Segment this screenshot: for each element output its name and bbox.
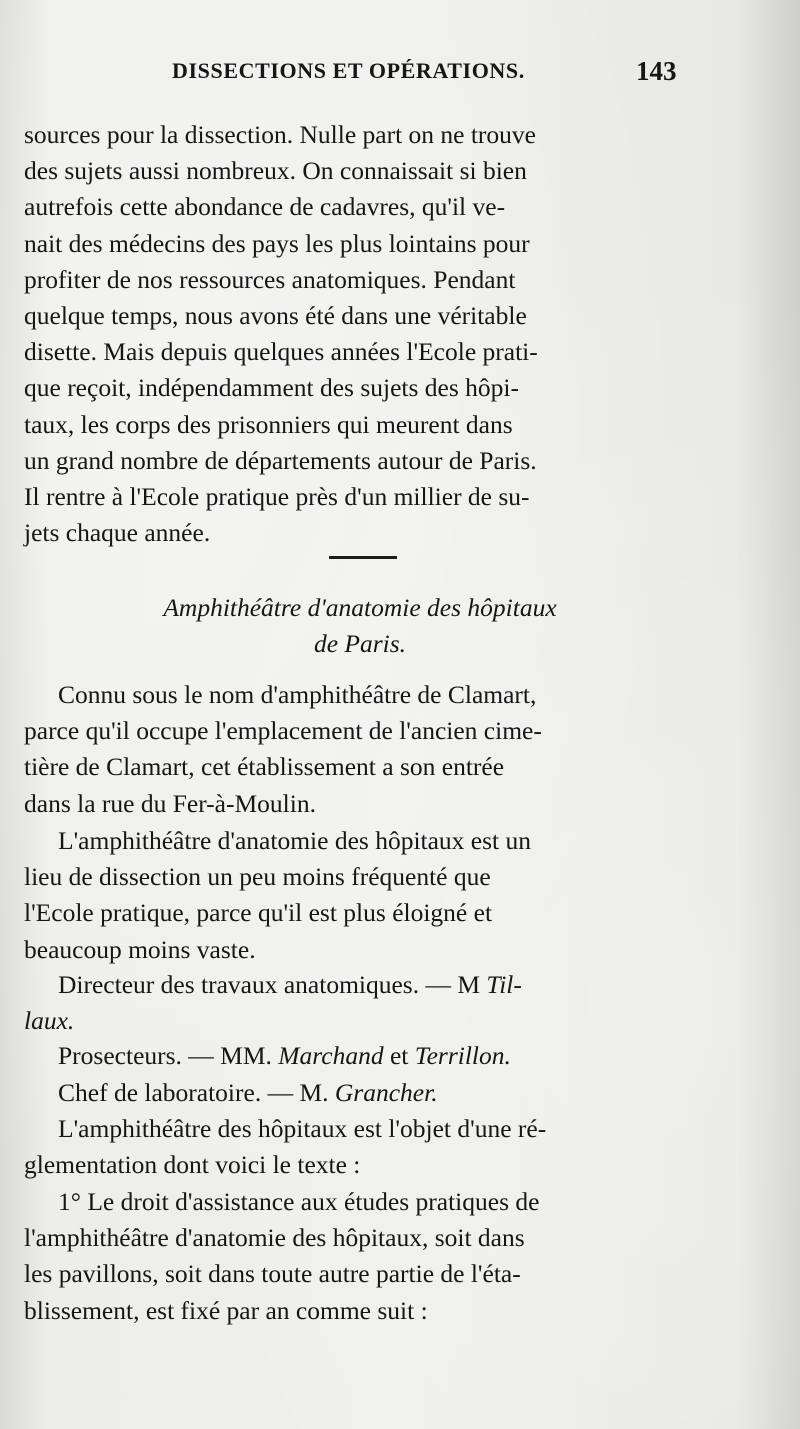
paragraph-lab-chief bbox=[24, 1075, 696, 1111]
prosector-name-1: Marchand bbox=[278, 1041, 384, 1070]
text-line: l'amphithéâtre d'anatomie des hôpitaux, soit dans bbox=[24, 1223, 525, 1253]
text-line bbox=[24, 1075, 696, 1111]
paragraph-director bbox=[24, 967, 696, 1039]
text-line: taux, les corps des prisonniers qui meurent dans bbox=[24, 409, 513, 439]
text-line: dans la rue du Fer-à-Moulin. bbox=[24, 788, 316, 818]
section-heading-line-2: de Paris. bbox=[313, 629, 407, 658]
paragraph-clamart bbox=[24, 677, 696, 822]
text-line: glementation dont voici le texte : bbox=[24, 1150, 361, 1180]
lab-chief-label: Chef de laboratoire. — M. bbox=[58, 1078, 335, 1107]
text-line: sources pour la dissection. Nulle part on ne trouve bbox=[24, 120, 536, 149]
section-heading bbox=[24, 590, 696, 662]
text-line: blissement, est fixé par an comme suit : bbox=[24, 1295, 428, 1325]
text-line: L'amphithéâtre d'anatomie des hôpitaux est un bbox=[58, 826, 532, 855]
text-line: autrefois cette abondance de cadavres, qu'il ve- bbox=[24, 192, 506, 222]
text-line: L'amphithéâtre des hôpitaux est l'objet d'une ré- bbox=[58, 1114, 547, 1143]
text-line bbox=[24, 1003, 696, 1039]
text-line: Il rentre à l'Ecole pratique près d'un millier de su- bbox=[24, 482, 530, 512]
text-line: les pavillons, soit dans toute autre partie de l'éta- bbox=[24, 1259, 521, 1289]
page-number: 143 bbox=[636, 56, 677, 86]
paragraph-regulation bbox=[24, 1111, 696, 1183]
text-line: lieu de dissection un peu moins fréquenté que bbox=[24, 862, 491, 892]
running-title: DISSECTIONS ET OPÉRATIONS. bbox=[172, 58, 525, 83]
text-line: disette. Mais depuis quelques années l'Ecole prati- bbox=[24, 337, 538, 367]
section-heading-line-1: Amphithéâtre d'anatomie des hôpitaux bbox=[163, 593, 557, 622]
text-line: des sujets aussi nombreux. On connaissait si bien bbox=[24, 156, 527, 186]
director-label: Directeur des travaux anatomiques. — M bbox=[58, 970, 487, 999]
prosectors-connector: et bbox=[383, 1041, 415, 1070]
director-name-part-2: laux. bbox=[24, 1006, 75, 1036]
paragraph-amphitheatre bbox=[24, 823, 696, 968]
prosector-name-2: Terrillon. bbox=[414, 1041, 511, 1070]
text-line: parce qu'il occupe l'emplacement de l'ancien cime- bbox=[24, 716, 542, 746]
text-line: 1° Le droit d'assistance aux études pratiques de bbox=[58, 1187, 540, 1216]
paragraph-rule-one bbox=[24, 1184, 696, 1329]
text-line: tière de Clamart, cet établissement a son entrée bbox=[24, 752, 505, 782]
prosectors-label: Prosecteurs. — MM. bbox=[58, 1041, 279, 1070]
text-line: profiter de nos ressources anatomiques. Pendant bbox=[24, 264, 516, 294]
text-line bbox=[24, 967, 696, 1003]
text-line: l'Ecole pratique, parce qu'il est plus éloigné et bbox=[24, 898, 493, 928]
text-line bbox=[24, 1038, 696, 1074]
text-line: un grand nombre de départements autour de Paris. bbox=[24, 445, 537, 475]
director-name-part-1: Til- bbox=[486, 970, 522, 999]
lab-chief-name: Grancher. bbox=[334, 1078, 438, 1107]
paragraph-prosectors bbox=[24, 1038, 696, 1074]
section-divider bbox=[329, 556, 397, 559]
text-line: que reçoit, indépendamment des sujets des hôpi- bbox=[24, 373, 519, 403]
paragraph-dissection-sources bbox=[24, 117, 696, 551]
text-line: beaucoup moins vaste. bbox=[24, 934, 256, 964]
text-line: nait des médecins des pays les plus lointains pour bbox=[24, 228, 530, 258]
text-line: jets chaque année. bbox=[24, 518, 211, 548]
text-line: quelque temps, nous avons été dans une véritable bbox=[24, 301, 527, 331]
text-line: Connu sous le nom d'amphithéâtre de Clamart, bbox=[58, 680, 537, 709]
running-header bbox=[0, 58, 800, 92]
